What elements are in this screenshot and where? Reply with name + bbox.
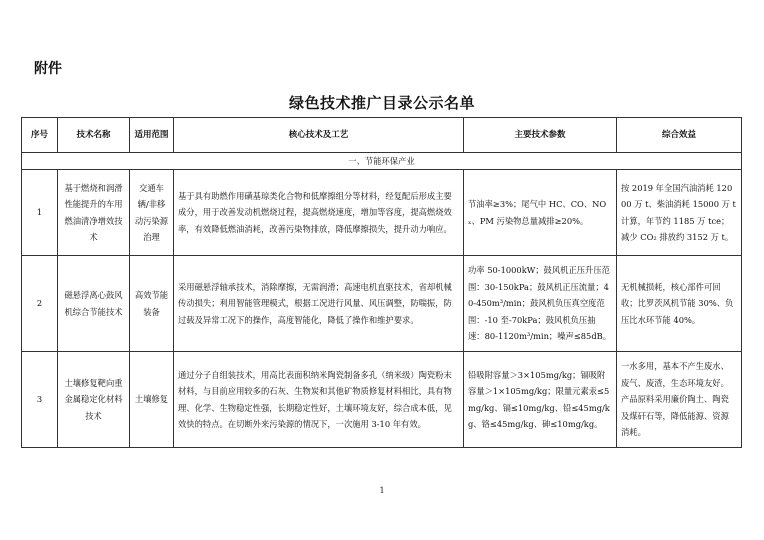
row-scope: 土壤修复	[130, 352, 174, 448]
attachment-label: 附件	[34, 61, 62, 77]
header-tech-name: 技术名称	[58, 118, 130, 153]
header-core-tech: 核心技术及工艺	[174, 118, 464, 153]
table-header-row	[22, 118, 742, 153]
catalog-table	[21, 117, 742, 448]
row-no: 2	[22, 256, 58, 352]
header-no: 序号	[22, 118, 58, 153]
row-core-tech: 基于具有助燃作用磺基琼类化合物和低摩擦组分等材料，经复配后形成主要成分，用于改善发动机燃烧过程，提高燃烧速度，增加等容度，提高燃烧效率，有效降低燃油消耗，改善污染物排放，降低摩擦损失，提升动力响应。	[174, 170, 464, 256]
row-benefit: 按 2019 年全国汽油消耗 12000 万 t、柴油消耗 15000 万 t 计算，年节约 1185 万 tce；减少 CO₂ 排放约 3152 万 t。	[617, 170, 742, 256]
row-core-tech: 采用磁悬浮轴承技术，消除摩擦，无需润滑；高速电机直驱技术，省却机械传动损失；利用智能管理模式，根据工况进行风量、风压调整，防喘振，防过载及异常工况下的操作，高度智能化，降低了操作和维护要求。	[174, 256, 464, 352]
row-params: 铅吸附容量＞3×105mg/kg；镉吸附容量＞1×105mg/kg；限量元素汞≤5mg/kg、镉≤10mg/kg、铅≤45mg/kg、铬≤45mg/kg、砷≤10mg/kg。	[464, 352, 617, 448]
header-scope: 适用范围	[130, 118, 174, 153]
row-benefit: 无机械损耗，核心部件可回收；比罗茨风机节能 30%、负压比水环节能 40%。	[617, 256, 742, 352]
header-benefit: 综合效益	[617, 118, 742, 153]
row-params: 功率 50-1000kW；鼓风机正压升压范围：30-150kPa；鼓风机正压流量；40-450m³/min；鼓风机负压真空度范围：-10 至-70kPa；鼓风机负压抽速：80-1120m³/min；噪声≤85dB。	[464, 256, 617, 352]
row-params: 节油率≥3%；尾气中 HC、CO、NOₓ、PM 污染物总量减排≥20%。	[464, 170, 617, 256]
row-tech-name: 磁悬浮离心鼓风机综合节能技术	[58, 256, 130, 352]
row-tech-name: 土壤修复靶向重金属稳定化材料技术	[58, 352, 130, 448]
row-no: 3	[22, 352, 58, 448]
section-title: 一、节能环保产业	[22, 153, 742, 170]
row-core-tech: 通过分子自组装技术，用高比表面积纳米陶瓷制备多孔（纳米级）陶瓷粉末材料，与目前应用较多的石灰、生物炭和其他矿物质修复材料相比，具有物理、化学、生物稳定性强，长期稳定性好，土壤环境友好，综合成本低，见效快的特点。在切断外来污染源的情况下，一次施用 3-10 年有效。	[174, 352, 464, 448]
section-row	[22, 153, 742, 170]
row-scope: 高效节能装备	[130, 256, 174, 352]
table-row	[22, 352, 742, 448]
row-scope: 交通车辆/非移动污染源治理	[130, 170, 174, 256]
table-row	[22, 256, 742, 352]
document-title: 绿色技术推广目录公示名单	[288, 94, 475, 112]
page-number: 1	[379, 486, 385, 495]
row-no: 1	[22, 170, 58, 256]
row-benefit: 一水多用，基本不产生废水、废气、废渣，生态环境友好。产品原料采用廉价陶土、陶瓷及煤矸石等，降低能源、资源消耗。	[617, 352, 742, 448]
row-tech-name: 基于燃烧和润滑性能提升的车用燃油清净增效技术	[58, 170, 130, 256]
header-params: 主要技术参数	[464, 118, 617, 153]
table-row	[22, 170, 742, 256]
